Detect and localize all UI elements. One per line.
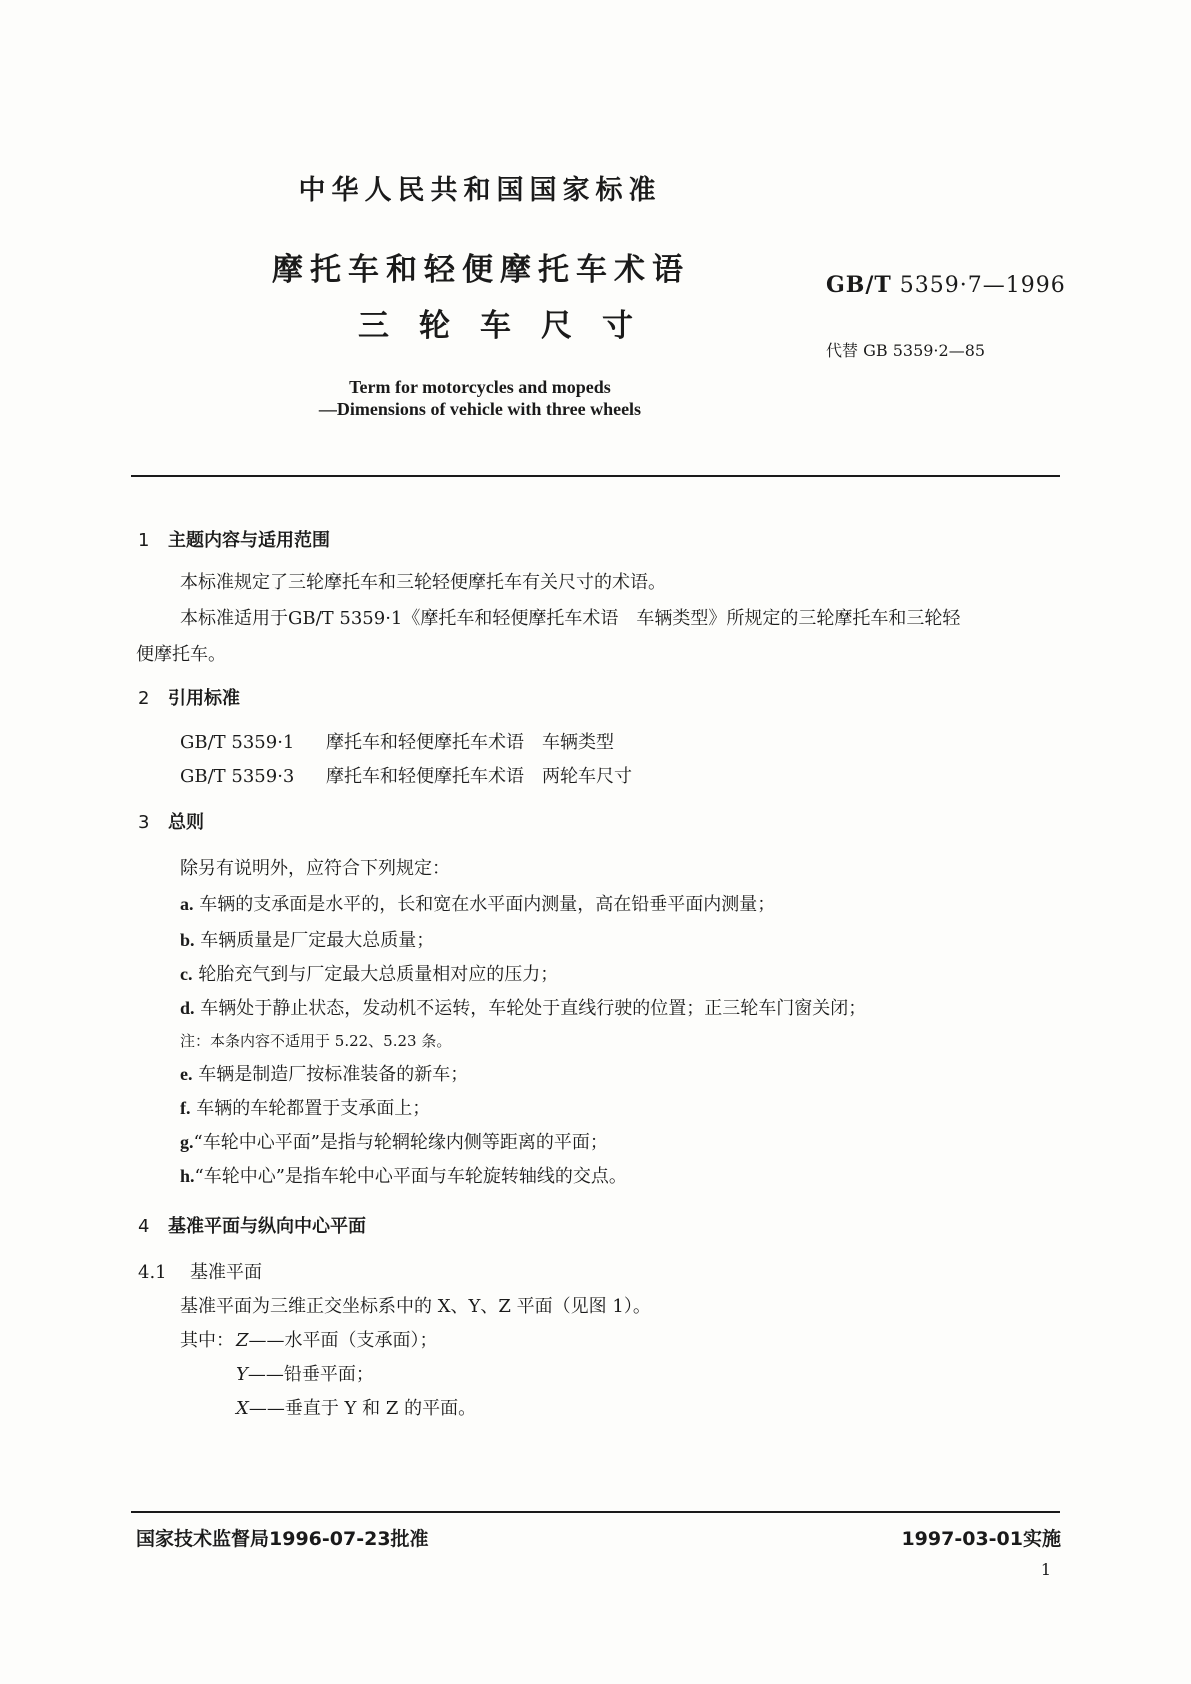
section-2-heading bbox=[138, 684, 240, 710]
standard-code-number: 5359·7—1996 bbox=[899, 273, 1066, 298]
document-title-line1: 摩托车和轻便摩托车术语 bbox=[272, 252, 690, 288]
footer-divider bbox=[131, 1511, 1060, 1513]
definition-variable: Y bbox=[236, 1364, 248, 1385]
list-item-label: d. bbox=[180, 998, 195, 1018]
reference-item bbox=[180, 728, 614, 754]
list-item-label: f. bbox=[180, 1098, 191, 1118]
list-item bbox=[180, 890, 775, 916]
section-4-title: 基准平面与纵向中心平面 bbox=[168, 1216, 366, 1237]
english-title bbox=[0, 376, 960, 420]
list-item-text: “车轮中心”是指车轮中心平面与车轮旋转轴线的交点。 bbox=[194, 1166, 627, 1187]
replaces-standard: 代替 GB 5359·2—85 bbox=[826, 341, 986, 360]
list-item-text: 车辆质量是厂定最大总质量； bbox=[200, 930, 435, 951]
reference-name: 摩托车和轻便摩托车术语 车辆类型 bbox=[326, 732, 614, 753]
section-1-heading bbox=[138, 526, 330, 552]
document-title-line2: 三轮车尺寸 bbox=[358, 308, 663, 344]
definition-item bbox=[236, 1326, 438, 1352]
list-item bbox=[180, 994, 866, 1020]
list-item-text: 轮胎充气到与厂定最大总质量相对应的压力； bbox=[198, 964, 559, 985]
section-3-heading bbox=[138, 808, 204, 834]
effective-date: 1997-03-01实施 bbox=[901, 1528, 1061, 1550]
list-item bbox=[180, 960, 558, 986]
reference-code: GB/T 5359·1 bbox=[180, 732, 295, 753]
subsection-4-1-paragraph: 基准平面为三维正交坐标系中的 X、Y、Z 平面（见图 1）。 bbox=[180, 1296, 651, 1317]
list-item bbox=[180, 1094, 430, 1120]
subsection-4-1-heading bbox=[138, 1258, 262, 1284]
list-item-label: e. bbox=[180, 1064, 193, 1084]
list-item-label: g. bbox=[180, 1132, 194, 1152]
english-title-line1: Term for motorcycles and mopeds bbox=[349, 377, 611, 397]
section-3-title: 总则 bbox=[168, 812, 204, 833]
section-1-paragraph-2: 本标准适用于GB/T 5359·1《摩托车和轻便摩托车术语 车辆类型》所规定的三轮摩托车和三轮轻 bbox=[180, 608, 961, 629]
list-item bbox=[180, 1060, 468, 1086]
definition-item bbox=[236, 1360, 374, 1386]
list-item-label: c. bbox=[180, 964, 193, 984]
page-number: 1 bbox=[1040, 1560, 1051, 1579]
section-4-number: 4 bbox=[138, 1216, 150, 1237]
list-item-text: 车辆的支承面是水平的，长和宽在水平面内测量，高在铅垂平面内测量； bbox=[199, 894, 776, 915]
reference-code: GB/T 5359·3 bbox=[180, 766, 295, 787]
section-1-number: 1 bbox=[138, 530, 150, 551]
definition-variable: Z bbox=[236, 1330, 249, 1351]
definition-text: ——垂直于 Y 和 Z 的平面。 bbox=[248, 1398, 477, 1419]
list-item-text: 车辆是制造厂按标准装备的新车； bbox=[198, 1064, 469, 1085]
list-item bbox=[180, 926, 434, 952]
approval-date: 国家技术监督局1996-07-23批准 bbox=[136, 1528, 429, 1550]
national-standard-heading: 中华人民共和国国家标准 bbox=[298, 175, 662, 206]
list-item bbox=[180, 1128, 608, 1154]
standard-code bbox=[826, 272, 1066, 298]
list-item-text: 车辆的车轮都置于支承面上； bbox=[196, 1098, 431, 1119]
section-1-paragraph-2-cont: 便摩托车。 bbox=[136, 644, 226, 665]
section-1-paragraph-1: 本标准规定了三轮摩托车和三轮轻便摩托车有关尺寸的术语。 bbox=[180, 572, 666, 593]
list-item-label: a. bbox=[180, 894, 194, 914]
reference-name: 摩托车和轻便摩托车术语 两轮车尺寸 bbox=[326, 766, 632, 787]
list-item-label: b. bbox=[180, 930, 195, 950]
list-item bbox=[180, 1162, 627, 1188]
standard-code-prefix: GB/T bbox=[826, 272, 892, 298]
definition-text: ——铅垂平面； bbox=[247, 1364, 374, 1385]
definition-variable: X bbox=[236, 1398, 249, 1419]
list-item-label: h. bbox=[180, 1166, 195, 1186]
subsection-4-1-title: 基准平面 bbox=[190, 1262, 262, 1283]
section-3-intro: 除另有说明外，应符合下列规定： bbox=[180, 858, 450, 879]
header-divider bbox=[131, 475, 1060, 477]
definition-where: 其中： bbox=[180, 1330, 234, 1351]
reference-item bbox=[180, 762, 632, 788]
section-4-heading bbox=[138, 1212, 366, 1238]
section-2-number: 2 bbox=[138, 688, 150, 709]
subsection-4-1-number: 4.1 bbox=[138, 1262, 167, 1283]
section-3-number: 3 bbox=[138, 812, 150, 833]
list-item-text: 车辆处于静止状态，发动机不运转，车轮处于直线行驶的位置；正三轮车门窗关闭； bbox=[200, 998, 867, 1019]
list-item-text: “车轮中心平面”是指与轮辋轮缘内侧等距离的平面； bbox=[193, 1132, 608, 1153]
english-title-line2: —Dimensions of vehicle with three wheels bbox=[318, 399, 642, 419]
definition-item bbox=[236, 1394, 476, 1420]
section-3-note: 注：本条内容不适用于 5.22、5.23 条。 bbox=[180, 1032, 452, 1050]
section-1-title: 主题内容与适用范围 bbox=[168, 530, 330, 551]
section-2-title: 引用标准 bbox=[168, 688, 240, 709]
definition-text: ——水平面（支承面）； bbox=[248, 1330, 438, 1351]
